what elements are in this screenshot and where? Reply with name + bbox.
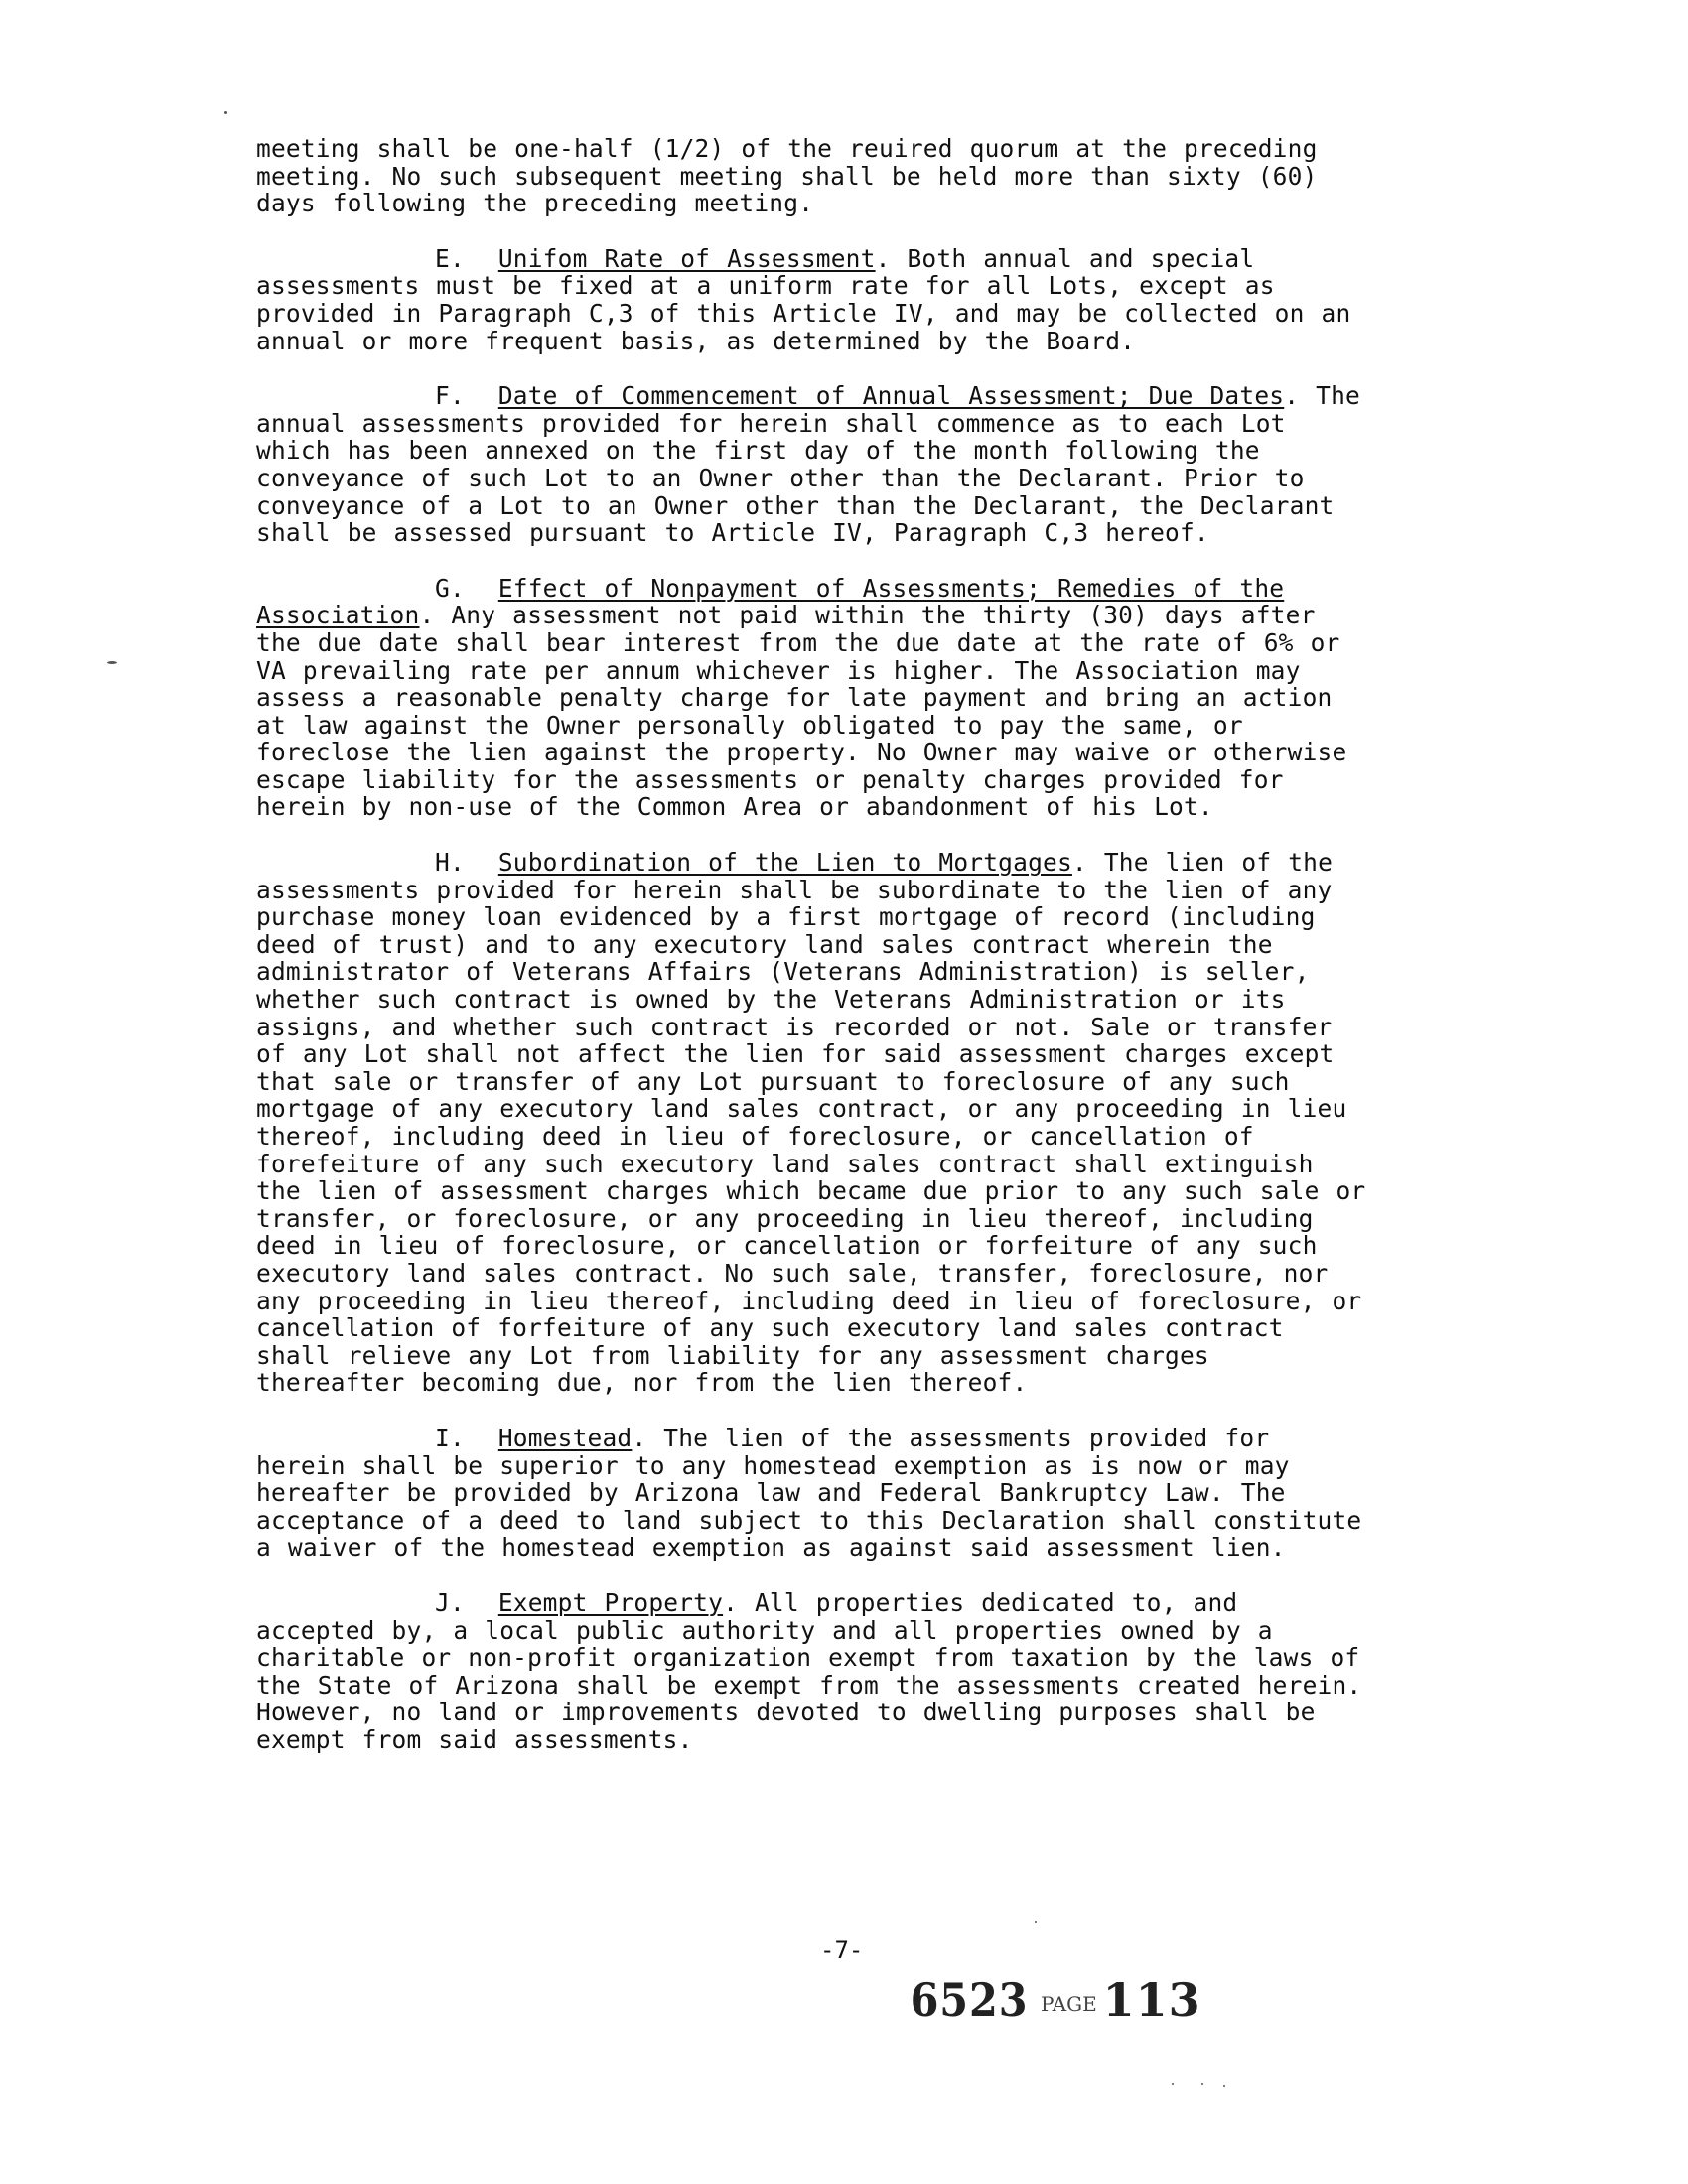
document-page	[256, 135, 1368, 1753]
section-i-letter: I.	[435, 1423, 465, 1452]
section-i-heading: Homestead	[497, 1423, 633, 1452]
section-e-heading: Unifom Rate of Assessment	[497, 243, 876, 273]
section-j	[256, 1589, 1368, 1754]
page-number: -7-	[820, 1936, 864, 1964]
section-h-body: . The lien of the assessments provided for herein shall be subordinate to the lien of any purchase money loan evidenced by a first mortgage of record (including deed of trust) and to any executory land sales contract wherein the administrator of Veterans Affairs (Veterans Administration) is seller, whether such contract is owned by the Veterans Administration or its assigns, and whether such contract is recorded or not. Sale or transfer of any Lot shall not affect the lien for said assessment charges except that sale or transfer of any Lot pursuant to foreclosure of any such mortgage of any executory land sales contract, or any proceeding in lieu thereof, including deed in lieu of foreclosure, or cancellation of forefeiture of any such executory land sales contract shall extinguish the lien of assessment charges which became due prior to any such sale or transfer, or foreclosure, or any proceeding in lieu thereof, including deed in lieu of foreclosure, or cancellation or forfeiture of any such executory land sales contract. No such sale, transfer, foreclosure, nor any proceeding in lieu thereof, including deed in lieu of foreclosure, or cancellation of forfeiture of any such executory land sales contract shall relieve any Lot from liability for any assessment charges thereafter becoming due, nor from the lien thereof.	[256, 848, 1366, 1398]
scan-speck	[1172, 2083, 1174, 2085]
section-h-letter: H.	[435, 848, 465, 878]
scan-speck	[1223, 2085, 1225, 2087]
section-j-heading: Exempt Property	[497, 1587, 724, 1617]
section-f-body: . The annual assessments provided for herein shall commence as to each Lot which has been annexed on the first day of the month following the conveyance of such Lot to an Owner other than the Declarant. Prior to conveyance of a Lot to an Owner other than the Declarant, the Declarant shall be assessed pursuant to Article IV, Paragraph C,3 hereof.	[256, 381, 1360, 548]
section-e	[256, 245, 1368, 354]
section-e-body: . Both annual and special assessments must be fixed at a uniform rate for all Lots, except as provided in Paragraph C,3 of this Article IV, and may be collected on an annual or more frequent basis, as determined by the Board.	[256, 243, 1351, 355]
section-g-body: . Any assessment not paid within the thirty (30) days after the due date shall bear interest from the due date at the rate of 6% or VA prevailing rate per annum whichever is higher. The Association may assess a reasonable penalty charge for late payment and bring an action at law against the Owner personally obligated to pay the same, or foreclose the lien against the property. No Owner may waive or otherwise escape liability for the assessments or penalty charges provided for herein by non-use of the Common Area or abandonment of his Lot.	[256, 601, 1347, 822]
section-i	[256, 1425, 1368, 1562]
section-g-letter: G.	[435, 573, 465, 603]
stamp-page-label: PAGE	[1041, 1992, 1097, 2016]
scan-speck	[107, 661, 117, 664]
scan-speck	[1035, 1921, 1037, 1923]
stamp-page-number: 113	[1102, 1974, 1201, 2027]
section-f-heading: Date of Commencement of Annual Assessment; Due Dates	[497, 381, 1285, 411]
recording-stamp	[904, 1974, 1201, 2027]
section-j-body: . All properties dedicated to, and accepted by, a local public authority and all properties owned by a charitable or non-profit organization exempt from taxation by the laws of the State of Arizona shall be exempt from the assessments created herein. However, no land or improvements devoted to dwelling purposes shall be exempt from said assessments.	[256, 1587, 1362, 1754]
section-g-heading: Effect of Nonpayment of Assessments; Remedies of the Association	[256, 573, 1285, 630]
section-h	[256, 849, 1368, 1397]
section-i-body: . The lien of the assessments provided for herein shall be superior to any homestead exemption as is now or may hereafter be provided by Arizona law and Federal Bankruptcy Law. The acceptance of a deed to land subject to this Declaration shall constitute a waiver of the homestead exemption as against said assessment lien.	[256, 1423, 1362, 1563]
stamp-docket-number: 6523	[910, 1974, 1029, 2027]
scan-speck	[1201, 2083, 1203, 2085]
section-g	[256, 575, 1368, 821]
section-f-letter: F.	[435, 381, 465, 411]
section-h-heading: Subordination of the Lien to Mortgages	[497, 848, 1072, 878]
intro-paragraph: meeting shall be one-half (1/2) of the reuired quorum at the preceding meeting. No such subsequent meeting shall be held more than sixty (60) days following the preceding meeting.	[256, 134, 1318, 218]
section-e-letter: E.	[435, 243, 465, 273]
section-j-letter: J.	[435, 1587, 465, 1617]
scan-speck	[224, 111, 227, 114]
section-f	[256, 382, 1368, 547]
